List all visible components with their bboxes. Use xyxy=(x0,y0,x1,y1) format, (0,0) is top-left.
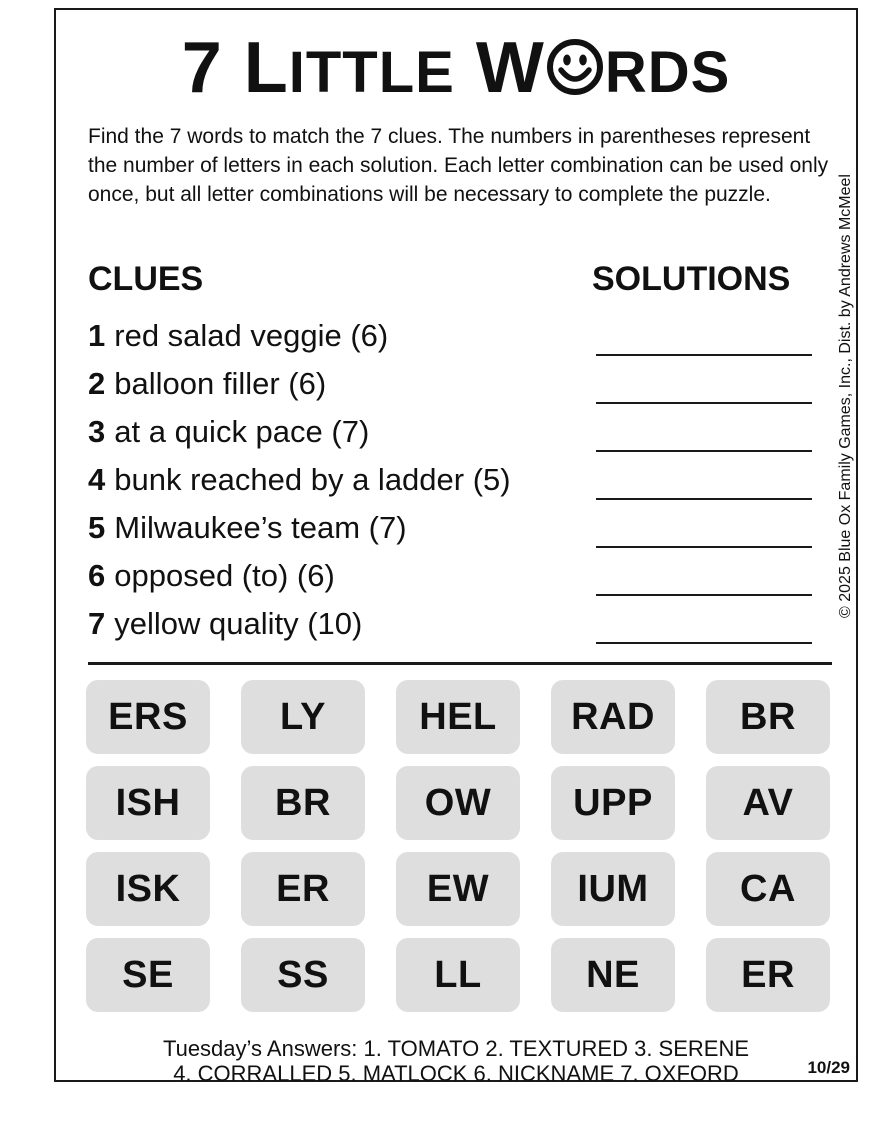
letter-tile[interactable]: NE xyxy=(551,938,675,1012)
clue-number: 2 xyxy=(88,366,106,401)
answers-line-2: 4. CORRALLED 5. MATLOCK 6. NICKNAME 7. OXFORD xyxy=(173,1061,739,1086)
title-text-ittle: ITTLE xyxy=(288,40,455,105)
letter-tile[interactable]: CA xyxy=(706,852,830,926)
letter-tile[interactable]: BR xyxy=(706,680,830,754)
clue-number: 1 xyxy=(88,318,106,353)
letter-tile[interactable]: AV xyxy=(706,766,830,840)
solution-blank-3[interactable] xyxy=(596,450,812,452)
letter-tile[interactable]: SS xyxy=(241,938,365,1012)
solution-blank-5[interactable] xyxy=(596,546,812,548)
solution-blank-4[interactable] xyxy=(596,498,812,500)
letter-tile[interactable]: ISH xyxy=(86,766,210,840)
clue-number: 4 xyxy=(88,462,106,497)
clue-text: at a quick pace (7) xyxy=(114,414,370,449)
clue-number: 6 xyxy=(88,558,106,593)
puzzle-title xyxy=(56,28,856,108)
letter-tile[interactable]: HEL xyxy=(396,680,520,754)
title-text-rds: RDS xyxy=(604,40,731,105)
previous-answers xyxy=(56,1036,856,1086)
clue-row xyxy=(88,318,388,354)
clue-number: 7 xyxy=(88,606,106,641)
title-text-start: 7 L xyxy=(181,28,289,108)
clues-header: CLUES xyxy=(88,260,204,298)
clue-text: bunk reached by a ladder (5) xyxy=(114,462,511,497)
section-divider xyxy=(88,662,832,665)
solution-blank-7[interactable] xyxy=(596,642,812,644)
letter-tile[interactable]: LY xyxy=(241,680,365,754)
clue-text: balloon filler (6) xyxy=(114,366,327,401)
instructions-text: Find the 7 words to match the 7 clues. The numbers in parentheses represent the number of letters in each solution. Each letter combination can be used only once, but all letter combinations will be necessary to complete the puzzle. xyxy=(88,125,829,206)
letter-tile[interactable]: IUM xyxy=(551,852,675,926)
letter-tile[interactable]: OW xyxy=(396,766,520,840)
clue-row xyxy=(88,606,362,642)
clue-text: red salad veggie (6) xyxy=(114,318,389,353)
clue-number: 3 xyxy=(88,414,106,449)
solution-blank-2[interactable] xyxy=(596,402,812,404)
clue-row xyxy=(88,462,511,498)
puzzle-frame xyxy=(54,8,858,1086)
solution-blank-1[interactable] xyxy=(596,354,812,356)
smiley-face-icon xyxy=(546,38,604,96)
letter-tile[interactable]: ER xyxy=(706,938,830,1012)
letter-tile[interactable]: ER xyxy=(241,852,365,926)
clue-text: yellow quality (10) xyxy=(114,606,363,641)
puzzle-date: 10/29 xyxy=(807,1058,850,1077)
copyright-notice xyxy=(834,132,858,660)
answers-line-1: Tuesday’s Answers: 1. TOMATO 2. TEXTURED 3. SERENE xyxy=(162,1036,750,1061)
title-text-w: W xyxy=(475,28,545,108)
clue-row xyxy=(88,510,407,546)
letter-tile[interactable]: SE xyxy=(86,938,210,1012)
clue-row xyxy=(88,366,326,402)
letter-tile[interactable]: EW xyxy=(396,852,520,926)
clue-row xyxy=(88,414,369,450)
letter-tile[interactable]: UPP xyxy=(551,766,675,840)
letter-tile[interactable]: BR xyxy=(241,766,365,840)
clue-text: Milwaukee’s team (7) xyxy=(114,510,407,545)
letter-tile[interactable]: ISK xyxy=(86,852,210,926)
clue-row xyxy=(88,558,335,594)
letter-tile[interactable]: LL xyxy=(396,938,520,1012)
letter-tile[interactable]: ERS xyxy=(86,680,210,754)
copyright-text: © 2025 Blue Ox Family Games, Inc., Dist. by Andrews McMeel xyxy=(837,174,854,618)
solution-blank-6[interactable] xyxy=(596,594,812,596)
clue-text: opposed (to) (6) xyxy=(114,558,335,593)
clue-number: 5 xyxy=(88,510,106,545)
solutions-header: SOLUTIONS xyxy=(592,260,791,298)
letter-tile[interactable]: RAD xyxy=(551,680,675,754)
